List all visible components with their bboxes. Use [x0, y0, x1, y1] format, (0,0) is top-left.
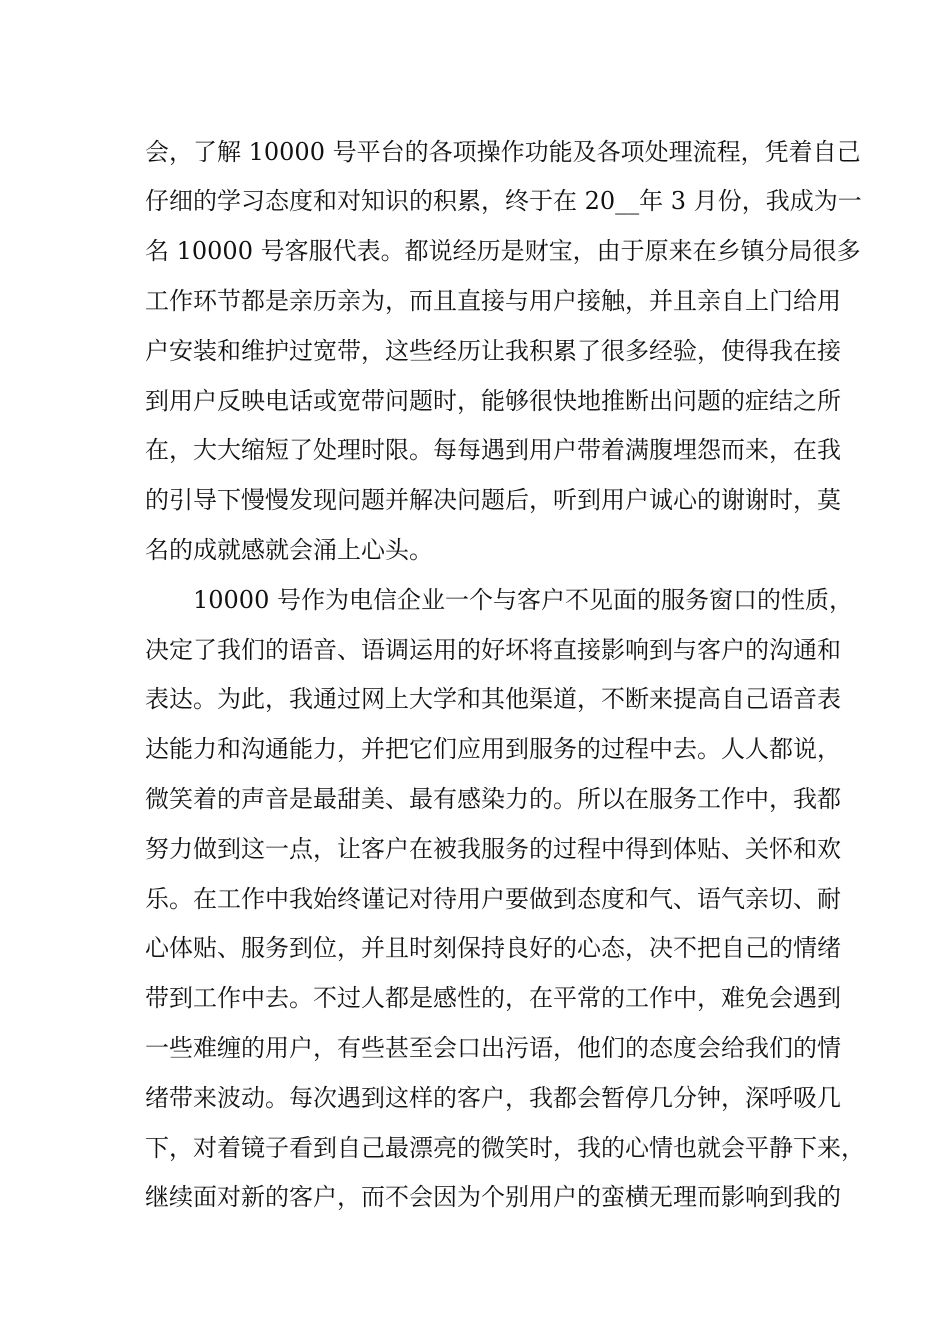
text-line: 决定了我们的语音、语调运用的好坏将直接影响到与客户的沟通和: [145, 636, 841, 664]
text-line: 在，大大缩短了处理时限。每每遇到用户带着满腹埋怨而来，在我: [145, 436, 841, 464]
text-line: 表达。为此，我通过网上大学和其他渠道，不断来提高自己语音表: [145, 685, 841, 713]
text-line: 仔细的学习态度和对知识的积累，终于在 20__年 3 月份，我成为一: [145, 187, 862, 215]
text-line: 达能力和沟通能力，并把它们应用到服务的过程中去。人人都说，: [145, 735, 841, 763]
text-line: 到用户反映电话或宽带问题时，能够很快地推断出问题的症结之所: [145, 387, 841, 415]
text-line: 会，了解 10000 号平台的各项操作功能及各项处理流程，凭着自己: [145, 138, 861, 166]
text-line: 继续面对新的客户，而不会因为个别用户的蛮横无理而影响到我的: [145, 1183, 841, 1211]
text-line: 10000 号作为电信企业一个与客户不见面的服务窗口的性质，: [193, 586, 853, 614]
text-line: 户安装和维护过宽带，这些经历让我积累了很多经验，使得我在接: [145, 337, 841, 365]
text-line: 乐。在工作中我始终谨记对待用户要做到态度和气、语气亲切、耐: [145, 885, 841, 913]
text-line: 的引导下慢慢发现问题并解决问题后，听到用户诚心的谢谢时，莫: [145, 486, 841, 514]
text-line: 心体贴、服务到位，并且时刻保持良好的心态，决不把自己的情绪: [145, 934, 841, 962]
text-line: 下，对着镜子看到自己最漂亮的微笑时，我的心情也就会平静下来，: [145, 1134, 865, 1162]
text-line: 微笑着的声音是最甜美、最有感染力的。所以在服务工作中，我都: [145, 785, 841, 813]
text-line: 名 10000 号客服代表。都说经历是财宝，由于原来在乡镇分局很多: [145, 237, 861, 265]
text-line: 带到工作中去。不过人都是感性的，在平常的工作中，难免会遇到: [145, 984, 841, 1012]
text-line: 绪带来波动。每次遇到这样的客户，我都会暂停几分钟，深呼吸几: [145, 1084, 841, 1112]
text-line: 工作环节都是亲历亲为，而且直接与用户接触，并且亲自上门给用: [145, 287, 841, 315]
text-line: 名的成就感就会涌上心头。: [145, 536, 433, 564]
text-line: 努力做到这一点，让客户在被我服务的过程中得到体贴、关怀和欢: [145, 835, 841, 863]
text-line: 一些难缠的用户，有些甚至会口出污语，他们的态度会给我们的情: [145, 1034, 841, 1062]
